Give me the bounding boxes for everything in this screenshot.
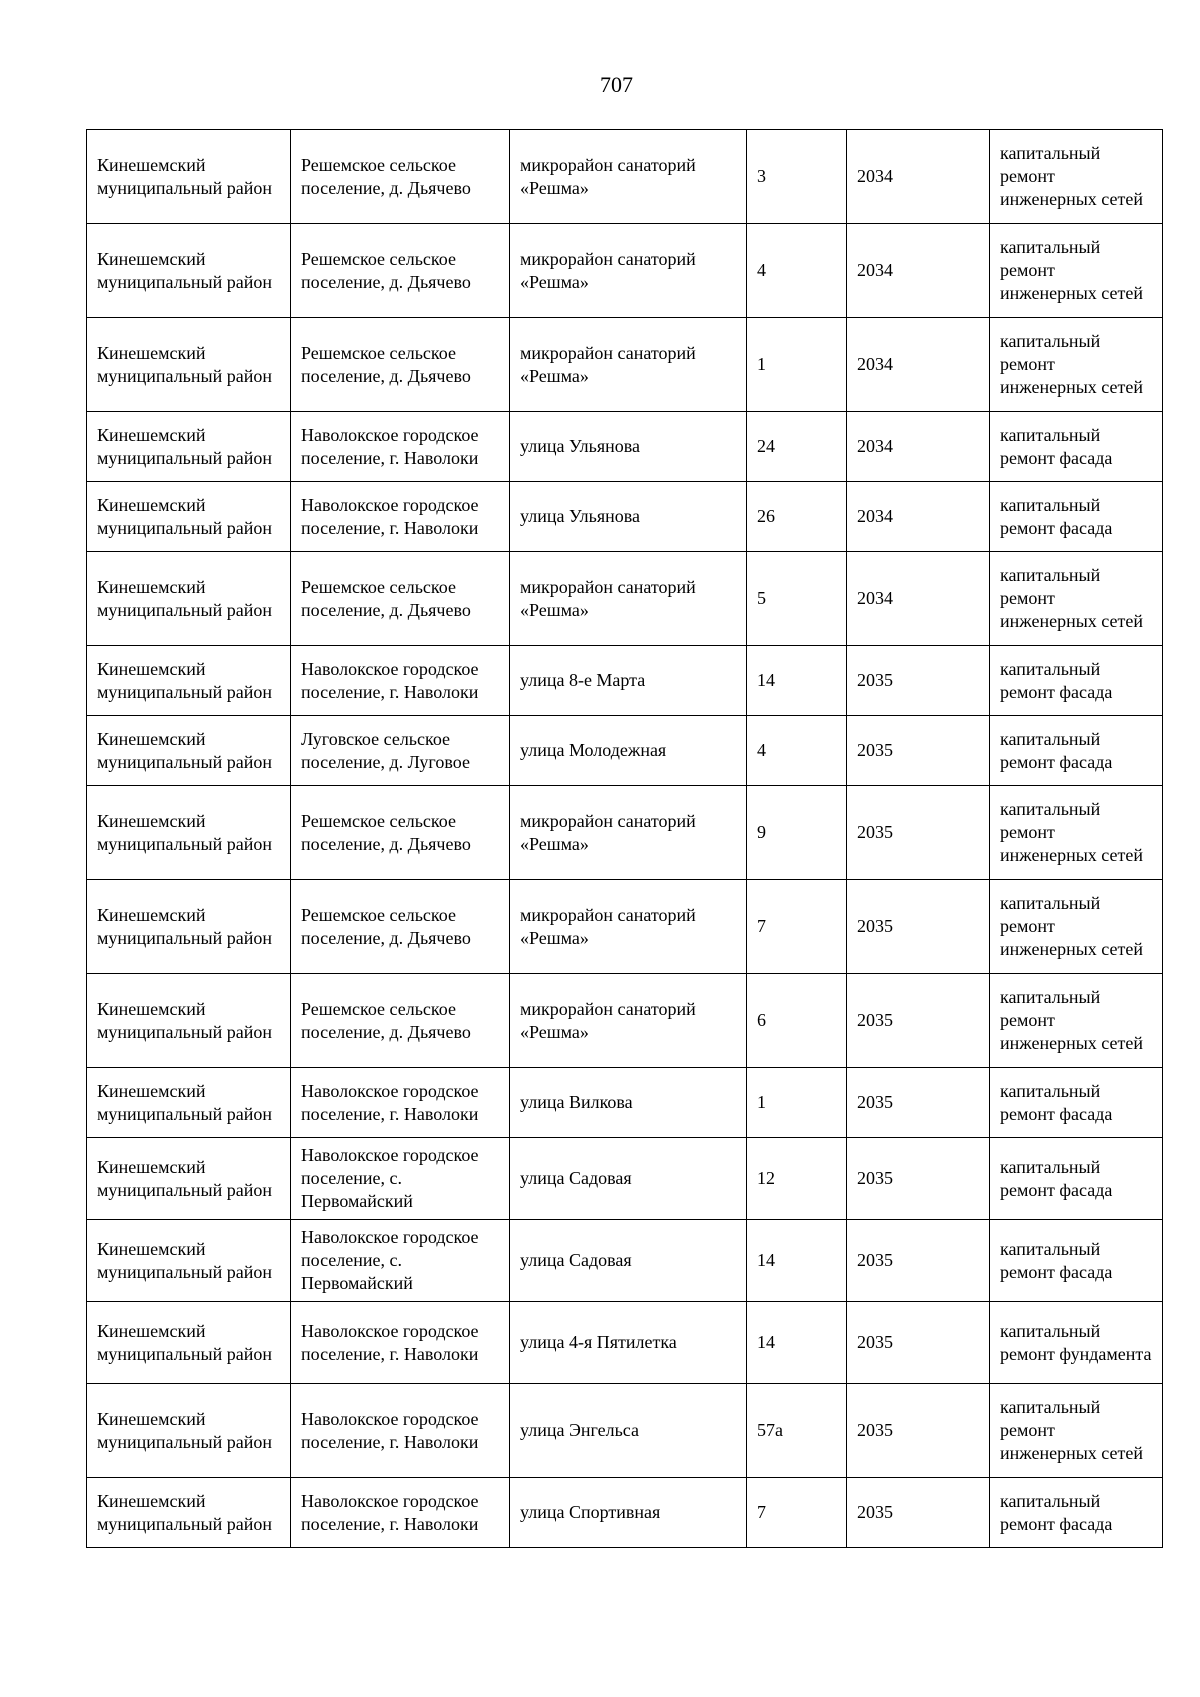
year-cell: 2034 xyxy=(847,412,990,482)
district-cell: Кинешемский муниципальный район xyxy=(87,412,291,482)
district-cell: Кинешемский муниципальный район xyxy=(87,1478,291,1548)
settlement-cell: Наволокское городское поселение, г. Наволоки xyxy=(291,1384,510,1478)
year-cell: 2034 xyxy=(847,130,990,224)
street-cell: улица Энгельса xyxy=(510,1384,747,1478)
housing-repair-table xyxy=(86,129,1163,1548)
work-type-cell: капитальный ремонт фасада xyxy=(990,412,1163,482)
table-row xyxy=(87,786,1163,880)
district-cell: Кинешемский муниципальный район xyxy=(87,786,291,880)
year-cell: 2035 xyxy=(847,1138,990,1220)
street-cell: микрорайон санаторий «Решма» xyxy=(510,880,747,974)
work-type-cell: капитальный ремонт фасада xyxy=(990,646,1163,716)
settlement-cell: Наволокское городское поселение, с. Первомайский xyxy=(291,1220,510,1302)
settlement-cell: Наволокское городское поселение, г. Наволоки xyxy=(291,412,510,482)
table-row xyxy=(87,552,1163,646)
street-cell: улица Спортивная xyxy=(510,1478,747,1548)
table-row xyxy=(87,646,1163,716)
table-row xyxy=(87,1138,1163,1220)
settlement-cell: Решемское сельское поселение, д. Дьячево xyxy=(291,974,510,1068)
street-cell: микрорайон санаторий «Решма» xyxy=(510,318,747,412)
work-type-cell: капитальный ремонт фасада xyxy=(990,482,1163,552)
settlement-cell: Наволокское городское поселение, г. Наволоки xyxy=(291,646,510,716)
table-row xyxy=(87,1478,1163,1548)
district-cell: Кинешемский муниципальный район xyxy=(87,1220,291,1302)
house-number-cell: 6 xyxy=(747,974,847,1068)
district-cell: Кинешемский муниципальный район xyxy=(87,646,291,716)
year-cell: 2034 xyxy=(847,482,990,552)
work-type-cell: капитальный ремонт инженерных сетей xyxy=(990,974,1163,1068)
year-cell: 2035 xyxy=(847,716,990,786)
street-cell: микрорайон санаторий «Решма» xyxy=(510,974,747,1068)
settlement-cell: Решемское сельское поселение, д. Дьячево xyxy=(291,786,510,880)
district-cell: Кинешемский муниципальный район xyxy=(87,1138,291,1220)
table-row xyxy=(87,716,1163,786)
house-number-cell: 3 xyxy=(747,130,847,224)
house-number-cell: 26 xyxy=(747,482,847,552)
house-number-cell: 24 xyxy=(747,412,847,482)
house-number-cell: 7 xyxy=(747,880,847,974)
work-type-cell: капитальный ремонт инженерных сетей xyxy=(990,1384,1163,1478)
street-cell: улица Молодежная xyxy=(510,716,747,786)
house-number-cell: 14 xyxy=(747,1302,847,1384)
street-cell: микрорайон санаторий «Решма» xyxy=(510,786,747,880)
year-cell: 2035 xyxy=(847,1384,990,1478)
year-cell: 2035 xyxy=(847,1478,990,1548)
settlement-cell: Луговское сельское поселение, д. Луговое xyxy=(291,716,510,786)
settlement-cell: Наволокское городское поселение, г. Наволоки xyxy=(291,1302,510,1384)
street-cell: улица Садовая xyxy=(510,1220,747,1302)
district-cell: Кинешемский муниципальный район xyxy=(87,1384,291,1478)
house-number-cell: 14 xyxy=(747,646,847,716)
district-cell: Кинешемский муниципальный район xyxy=(87,1302,291,1384)
table-row xyxy=(87,1302,1163,1384)
settlement-cell: Наволокское городское поселение, с. Первомайский xyxy=(291,1138,510,1220)
year-cell: 2035 xyxy=(847,1068,990,1138)
district-cell: Кинешемский муниципальный район xyxy=(87,130,291,224)
year-cell: 2035 xyxy=(847,786,990,880)
settlement-cell: Решемское сельское поселение, д. Дьячево xyxy=(291,880,510,974)
table-row xyxy=(87,974,1163,1068)
house-number-cell: 4 xyxy=(747,716,847,786)
settlement-cell: Наволокское городское поселение, г. Наволоки xyxy=(291,482,510,552)
house-number-cell: 1 xyxy=(747,1068,847,1138)
table-row xyxy=(87,412,1163,482)
settlement-cell: Решемское сельское поселение, д. Дьячево xyxy=(291,130,510,224)
table-row xyxy=(87,880,1163,974)
work-type-cell: капитальный ремонт фасада xyxy=(990,1478,1163,1548)
district-cell: Кинешемский муниципальный район xyxy=(87,224,291,318)
year-cell: 2035 xyxy=(847,880,990,974)
table-row xyxy=(87,224,1163,318)
year-cell: 2034 xyxy=(847,318,990,412)
district-cell: Кинешемский муниципальный район xyxy=(87,974,291,1068)
work-type-cell: капитальный ремонт фундамента xyxy=(990,1302,1163,1384)
work-type-cell: капитальный ремонт инженерных сетей xyxy=(990,880,1163,974)
page-number: 707 xyxy=(600,72,633,97)
house-number-cell: 1 xyxy=(747,318,847,412)
work-type-cell: капитальный ремонт фасада xyxy=(990,1068,1163,1138)
house-number-cell: 5 xyxy=(747,552,847,646)
table-row xyxy=(87,1068,1163,1138)
street-cell: улица Садовая xyxy=(510,1138,747,1220)
house-number-cell: 14 xyxy=(747,1220,847,1302)
settlement-cell: Решемское сельское поселение, д. Дьячево xyxy=(291,224,510,318)
district-cell: Кинешемский муниципальный район xyxy=(87,482,291,552)
house-number-cell: 12 xyxy=(747,1138,847,1220)
district-cell: Кинешемский муниципальный район xyxy=(87,716,291,786)
settlement-cell: Решемское сельское поселение, д. Дьячево xyxy=(291,318,510,412)
table-row xyxy=(87,1384,1163,1478)
street-cell: микрорайон санаторий «Решма» xyxy=(510,224,747,318)
street-cell: микрорайон санаторий «Решма» xyxy=(510,552,747,646)
year-cell: 2035 xyxy=(847,646,990,716)
year-cell: 2035 xyxy=(847,974,990,1068)
work-type-cell: капитальный ремонт инженерных сетей xyxy=(990,552,1163,646)
street-cell: улица 4-я Пятилетка xyxy=(510,1302,747,1384)
street-cell: улица Ульянова xyxy=(510,412,747,482)
year-cell: 2034 xyxy=(847,224,990,318)
house-number-cell: 9 xyxy=(747,786,847,880)
work-type-cell: капитальный ремонт фасада xyxy=(990,716,1163,786)
house-number-cell: 7 xyxy=(747,1478,847,1548)
year-cell: 2035 xyxy=(847,1302,990,1384)
street-cell: улица 8-е Марта xyxy=(510,646,747,716)
table-row xyxy=(87,482,1163,552)
work-type-cell: капитальный ремонт фасада xyxy=(990,1220,1163,1302)
street-cell: улица Ульянова xyxy=(510,482,747,552)
work-type-cell: капитальный ремонт инженерных сетей xyxy=(990,130,1163,224)
district-cell: Кинешемский муниципальный район xyxy=(87,1068,291,1138)
table-row xyxy=(87,1220,1163,1302)
street-cell: улица Вилкова xyxy=(510,1068,747,1138)
work-type-cell: капитальный ремонт инженерных сетей xyxy=(990,224,1163,318)
settlement-cell: Наволокское городское поселение, г. Наволоки xyxy=(291,1068,510,1138)
table-row xyxy=(87,130,1163,224)
year-cell: 2034 xyxy=(847,552,990,646)
district-cell: Кинешемский муниципальный район xyxy=(87,880,291,974)
house-number-cell: 4 xyxy=(747,224,847,318)
district-cell: Кинешемский муниципальный район xyxy=(87,318,291,412)
work-type-cell: капитальный ремонт инженерных сетей xyxy=(990,318,1163,412)
district-cell: Кинешемский муниципальный район xyxy=(87,552,291,646)
street-cell: микрорайон санаторий «Решма» xyxy=(510,130,747,224)
settlement-cell: Наволокское городское поселение, г. Наволоки xyxy=(291,1478,510,1548)
table-row xyxy=(87,318,1163,412)
house-number-cell: 57а xyxy=(747,1384,847,1478)
work-type-cell: капитальный ремонт инженерных сетей xyxy=(990,786,1163,880)
year-cell: 2035 xyxy=(847,1220,990,1302)
settlement-cell: Решемское сельское поселение, д. Дьячево xyxy=(291,552,510,646)
work-type-cell: капитальный ремонт фасада xyxy=(990,1138,1163,1220)
